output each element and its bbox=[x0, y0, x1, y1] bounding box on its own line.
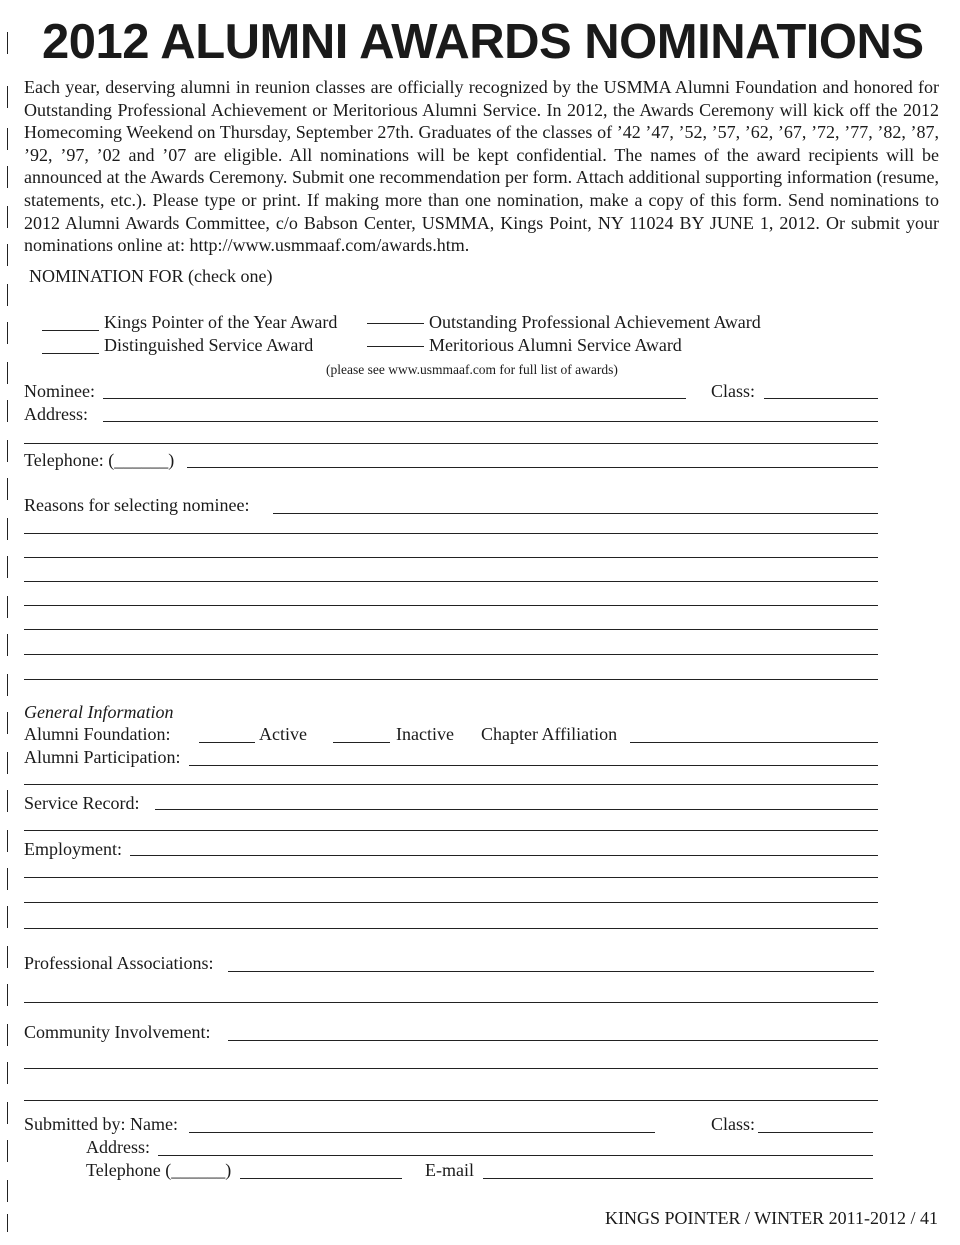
telephone-field[interactable] bbox=[187, 467, 878, 468]
community-involvement-field[interactable] bbox=[228, 1040, 878, 1041]
cut-mark bbox=[7, 206, 8, 228]
employment-field-line[interactable] bbox=[24, 928, 878, 929]
employment-field[interactable] bbox=[130, 855, 878, 856]
alumni-participation-field[interactable] bbox=[189, 765, 878, 766]
reasons-label: Reasons for selecting nominee: bbox=[24, 495, 250, 515]
cut-mark bbox=[7, 400, 8, 422]
employment-label: Employment: bbox=[24, 839, 122, 859]
cut-mark bbox=[7, 32, 8, 54]
chapter-affiliation-field[interactable] bbox=[630, 742, 878, 743]
cut-mark bbox=[7, 790, 8, 812]
nominee-label: Nominee: bbox=[24, 381, 95, 401]
intro-paragraph: Each year, deserving alumni in reunion classes are officially recognized by the USMMA Alumni Foundation and honored for Outstanding Professional Achievement or Meritorious Alumni Service. In 2012, the Awards Ceremony will kick off the 2012 Homecoming Weekend on Thursday, September 27th. Graduates of the classes of ’42 ’47, ’52, ’57, ’62, ’67, ’72, ’77, ’82, ’87, ’92, ’97, ’02 and ’07 are eligible. All nominations will be kept confidential. The names of the award recipients will be announced at the Awards Ceremony. Submit one recommendation per form. Attach additional supporting information (resume, statements, etc.). Please type or print. If making more than one nomination, make a copy of this form. Send nominations to 2012 Alumni Awards Committee, c/o Babson Center, USMMA, Kings Point, NY 11024 BY JUNE 1, 2012. Or submit your nominations online at: http://www.usmmaaf.com/awards.htm. bbox=[24, 77, 939, 256]
reasons-field-line[interactable] bbox=[24, 557, 878, 558]
cut-mark bbox=[7, 752, 8, 774]
alumni-foundation-label: Alumni Foundation: bbox=[24, 724, 171, 744]
award-check-line-kings-pointer[interactable] bbox=[42, 330, 99, 331]
submitted-class-field[interactable] bbox=[758, 1132, 873, 1133]
award-check-line-outstanding-professional[interactable] bbox=[367, 323, 424, 324]
awards-note: (please see www.usmmaaf.com for full list of awards) bbox=[326, 362, 618, 377]
cut-mark bbox=[7, 868, 8, 890]
award-distinguished-service: Distinguished Service Award bbox=[104, 335, 314, 355]
reasons-field-line[interactable] bbox=[24, 605, 878, 606]
cut-mark bbox=[7, 1140, 8, 1162]
cut-mark bbox=[7, 556, 8, 578]
cut-mark bbox=[7, 712, 8, 734]
cut-mark bbox=[7, 86, 8, 108]
reasons-field-line[interactable] bbox=[24, 533, 878, 534]
telephone-label: Telephone: (______) bbox=[24, 450, 175, 470]
award-outstanding-professional-achievement: Outstanding Professional Achievement Award bbox=[429, 312, 761, 332]
cut-mark bbox=[7, 244, 8, 266]
address-field-line-2[interactable] bbox=[24, 443, 878, 444]
award-kings-pointer-of-the-year: Kings Pointer of the Year Award bbox=[104, 312, 338, 332]
cut-mark bbox=[7, 674, 8, 696]
cut-mark bbox=[7, 1062, 8, 1084]
submitted-class-label: Class: bbox=[711, 1114, 756, 1134]
service-record-field-line[interactable] bbox=[24, 830, 878, 831]
cut-mark bbox=[7, 362, 8, 384]
submitted-address-label: Address: bbox=[86, 1137, 150, 1157]
cut-mark bbox=[7, 634, 8, 656]
active-check-line[interactable] bbox=[199, 742, 255, 743]
submitted-by-name-label: Submitted by: Name: bbox=[24, 1114, 178, 1134]
cut-mark bbox=[7, 946, 8, 968]
employment-field-line[interactable] bbox=[24, 877, 878, 878]
email-field[interactable] bbox=[483, 1178, 873, 1179]
cut-mark bbox=[7, 984, 8, 1006]
cut-mark bbox=[7, 518, 8, 540]
email-label: E-mail bbox=[425, 1160, 474, 1180]
award-check-line-meritorious-service[interactable] bbox=[367, 346, 424, 347]
community-involvement-label: Community Involvement: bbox=[24, 1022, 211, 1042]
cut-mark bbox=[7, 128, 8, 150]
cut-mark bbox=[7, 906, 8, 928]
cut-mark bbox=[7, 1180, 8, 1202]
address-label: Address: bbox=[24, 404, 88, 424]
cut-mark bbox=[7, 284, 8, 306]
class-label: Class: bbox=[711, 381, 756, 401]
inactive-check-line[interactable] bbox=[333, 742, 390, 743]
cut-mark bbox=[7, 322, 8, 344]
submitted-telephone-label: Telephone (______) bbox=[86, 1160, 232, 1180]
cut-mark bbox=[7, 830, 8, 852]
reasons-field-line[interactable] bbox=[24, 654, 878, 655]
employment-field-line[interactable] bbox=[24, 902, 878, 903]
nomination-heading: NOMINATION FOR (check one) bbox=[29, 266, 273, 286]
professional-associations-label: Professional Associations: bbox=[24, 953, 214, 973]
cut-mark bbox=[7, 1102, 8, 1124]
community-involvement-field-line[interactable] bbox=[24, 1068, 878, 1069]
reasons-field[interactable] bbox=[273, 513, 878, 514]
cut-mark bbox=[7, 478, 8, 500]
chapter-affiliation-label: Chapter Affiliation bbox=[481, 724, 618, 744]
nominee-field[interactable] bbox=[103, 398, 686, 399]
cut-mark bbox=[7, 596, 8, 618]
community-involvement-field-line[interactable] bbox=[24, 1100, 878, 1101]
professional-associations-field[interactable] bbox=[228, 971, 874, 972]
cut-mark bbox=[7, 166, 8, 188]
class-field[interactable] bbox=[764, 398, 878, 399]
address-field[interactable] bbox=[103, 421, 878, 422]
award-meritorious-alumni-service: Meritorious Alumni Service Award bbox=[429, 335, 682, 355]
service-record-field[interactable] bbox=[155, 809, 878, 810]
page-footer: KINGS POINTER / WINTER 2011-2012 / 41 bbox=[605, 1208, 938, 1228]
inactive-label: Inactive bbox=[396, 724, 454, 744]
page-title: 2012 ALUMNI AWARDS NOMINATIONS bbox=[42, 15, 924, 69]
active-label: Active bbox=[259, 724, 307, 744]
reasons-field-line[interactable] bbox=[24, 581, 878, 582]
reasons-field-line[interactable] bbox=[24, 679, 878, 680]
general-info-heading: General Information bbox=[24, 702, 174, 722]
cut-mark bbox=[7, 440, 8, 462]
submitted-telephone-field[interactable] bbox=[240, 1178, 402, 1179]
cut-mark bbox=[7, 1214, 8, 1232]
cut-mark bbox=[7, 1024, 8, 1046]
submitted-address-field[interactable] bbox=[158, 1155, 873, 1156]
award-check-line-distinguished-service[interactable] bbox=[42, 353, 99, 354]
service-record-label: Service Record: bbox=[24, 793, 140, 813]
submitted-by-name-field[interactable] bbox=[189, 1132, 655, 1133]
alumni-participation-field-line[interactable] bbox=[24, 784, 878, 785]
professional-associations-field-line[interactable] bbox=[24, 1002, 878, 1003]
alumni-participation-label: Alumni Participation: bbox=[24, 747, 181, 767]
reasons-field-line[interactable] bbox=[24, 629, 878, 630]
